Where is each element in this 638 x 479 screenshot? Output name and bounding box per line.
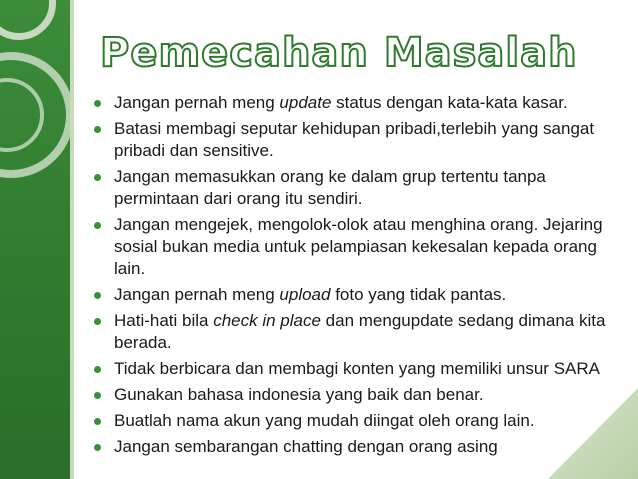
bullet-text: Gunakan bahasa indonesia yang baik dan benar. (114, 385, 484, 404)
bullet-item (90, 92, 620, 114)
bullet-text: Hati-hati bila (114, 311, 214, 330)
bullet-icon (94, 174, 101, 181)
bullet-item (90, 384, 620, 406)
slide-content (90, 92, 620, 479)
bullet-text: upload (279, 285, 331, 304)
bullet-icon (94, 126, 101, 133)
bullet-item (90, 358, 620, 380)
bullet-list (90, 92, 620, 458)
bullet-text: foto yang tidak pantas. (330, 285, 507, 304)
bullet-text: Batasi membagi seputar kehidupan pribadi,terlebih yang sangat pribadi dan sensitive. (114, 119, 595, 160)
bullet-text: update (279, 93, 332, 112)
bullet-icon (94, 292, 101, 299)
bullet-icon (94, 318, 101, 325)
bullet-item (90, 410, 620, 432)
bullet-icon (94, 366, 101, 373)
bullet-text: Tidak berbicara dan membagi konten yang memiliki unsur SARA (114, 359, 600, 378)
bullet-text: check in place (213, 311, 321, 330)
bullet-item (90, 166, 620, 210)
bullet-item (90, 284, 620, 306)
bullet-text: Jangan memasukkan orang ke dalam grup tertentu tanpa permintaan dari orang itu sendiri. (114, 167, 546, 208)
bullet-text: Jangan mengejek, mengolok-olok atau menghina orang. Jejaring sosial bukan media untuk pelampiasan kekesalan kepada orang lain. (114, 215, 603, 278)
bullet-text: Buatlah nama akun yang mudah diingat oleh orang lain. (114, 411, 535, 430)
bullet-icon (94, 100, 101, 107)
bullet-item (90, 310, 620, 354)
bullet-icon (94, 418, 101, 425)
sidebar-decoration (0, 0, 70, 479)
ring-decoration (0, 0, 56, 40)
sidebar-stripe (70, 0, 74, 479)
bullet-text: Jangan sembarangan chatting dengan orang asing (114, 437, 498, 456)
bullet-item (90, 214, 620, 280)
bullet-text: Jangan pernah meng (114, 93, 280, 112)
bullet-icon (94, 222, 101, 229)
bullet-item (90, 436, 620, 458)
bullet-icon (94, 444, 101, 451)
bullet-item (90, 118, 620, 162)
bullet-text: status dengan kata-kata kasar. (331, 93, 568, 112)
bullet-text: Jangan pernah meng (114, 285, 280, 304)
bullet-text: dan mengupdate sedang dimana kita berada. (114, 311, 606, 352)
bullet-icon (94, 392, 101, 399)
slide-title: Pemecahan Masalah (100, 30, 578, 76)
